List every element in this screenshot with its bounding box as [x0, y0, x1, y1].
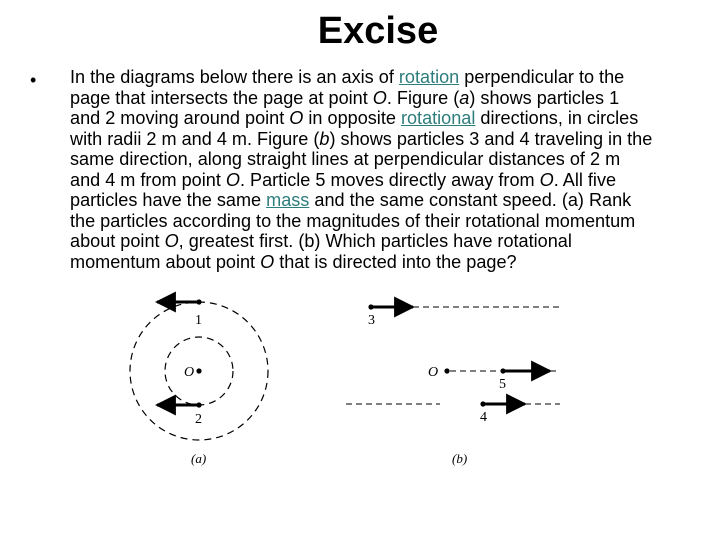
text-line-5: same direction, along straight lines at perpendicular distances of 2 m [70, 149, 621, 169]
text-line-4: with radii 2 m and 4 m. Figure (b) shows particles 3 and 4 traveling in the [70, 128, 653, 149]
text-line-7: particles have the same mass and the same constant speed. (a) Rank [70, 190, 632, 210]
text-line-6: and 4 m from point O. Particle 5 moves directly away from O. All five [70, 169, 617, 190]
point-o-label-b: O [428, 365, 439, 380]
particle-4-label: 4 [480, 410, 487, 425]
center-point-o [196, 368, 201, 373]
rotational-link[interactable]: rotational [400, 108, 476, 128]
particle-2 [196, 402, 201, 407]
figure-a-caption: (a) [191, 451, 207, 466]
particle-1-label: 1 [195, 313, 202, 328]
slide-title: Excise [317, 10, 439, 52]
text-line-10: momentum about point O that is directed into the page? [70, 251, 517, 272]
particle-5 [500, 368, 505, 373]
particle-3 [368, 304, 373, 309]
point-o-label-a: O [184, 365, 195, 380]
particle-1 [196, 299, 201, 304]
text-line-1: In the diagrams below there is an axis of rotation perpendicular to the [70, 67, 625, 87]
text-line-8: the particles according to the magnitudes of their rotational momentum [70, 210, 636, 231]
text-line-3: and 2 moving around point O in opposite rotational directions, in circles [70, 108, 639, 128]
bullet-marker: • [30, 70, 37, 90]
particle-5-label: 5 [499, 377, 506, 392]
mass-link[interactable]: mass [266, 190, 310, 210]
rotation-link[interactable]: rotation [398, 67, 460, 87]
figure-b [346, 304, 560, 466]
figure-b-caption: (b) [452, 451, 468, 466]
center-point-o-b [444, 368, 449, 373]
text-line-2: page that intersects the page at point O. Figure (a) shows particles 1 [70, 87, 620, 108]
figure-a [130, 299, 268, 466]
text-line-9: about point O, greatest first. (b) Which particles have rotational [70, 231, 572, 251]
particle-2-label: 2 [195, 412, 202, 427]
particle-3-label: 3 [368, 313, 375, 328]
particle-4 [480, 401, 485, 406]
